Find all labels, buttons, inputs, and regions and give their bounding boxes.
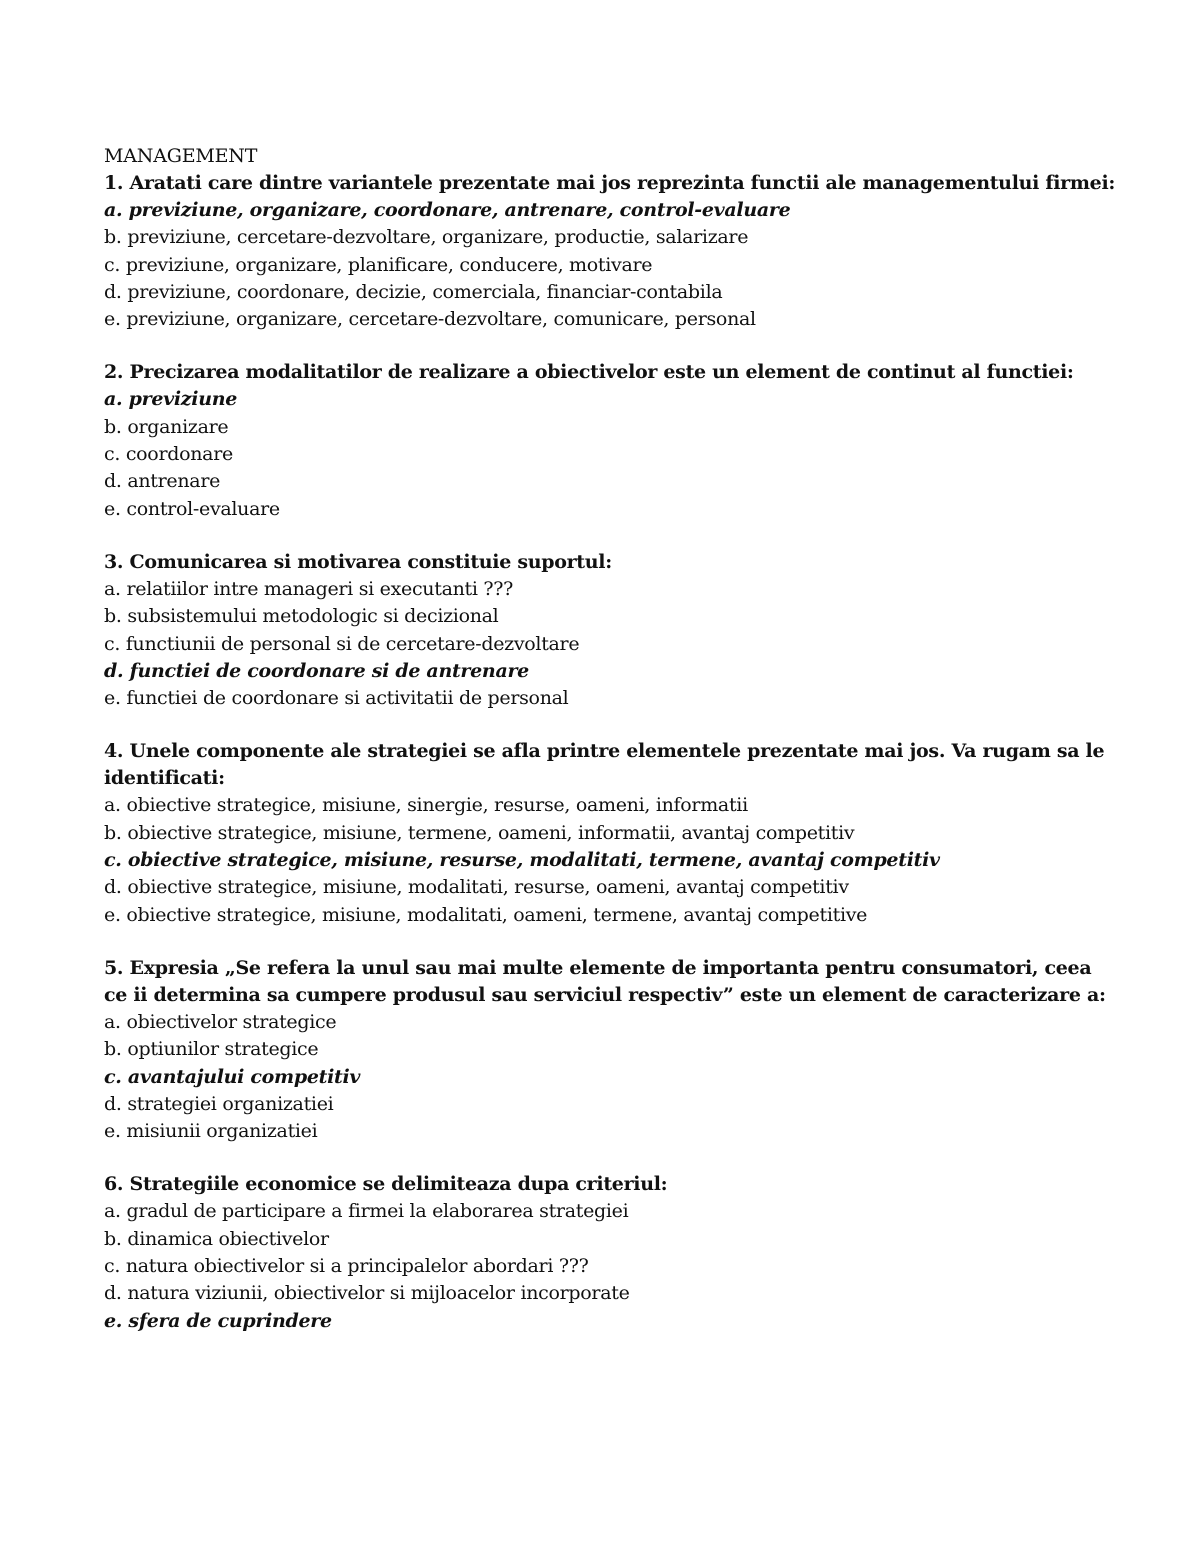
answer-option: a. relatiilor intre manageri si executanti ??? xyxy=(104,577,514,600)
answer-option-correct: a. previziune xyxy=(104,388,238,411)
answer-option: e. control-evaluare xyxy=(104,497,280,520)
question-text: 2. Precizarea modalitatilor de realizare a obiectivelor este un element de continut al functiei: xyxy=(104,361,1074,384)
question-text: 5. Expresia „Se refera la unul sau mai multe elemente de importanta pentru consumatori, ceea ce ii determina sa cumpere produsul sau serviciul respectiv” este un element de caracterizare a: xyxy=(104,956,1106,1006)
question-2 xyxy=(104,359,1120,522)
answer-option: b. organizare xyxy=(104,415,229,438)
answer-option: e. misiunii organizatiei xyxy=(104,1120,318,1143)
answer-option: b. obiective strategice, misiune, termene, oameni, informatii, avantaj competitiv xyxy=(104,821,855,844)
question-4 xyxy=(104,738,1120,928)
answer-option-correct: e. sfera de cuprindere xyxy=(104,1309,332,1332)
answer-option: e. functiei de coordonare si activitatii de personal xyxy=(104,687,569,710)
answer-option: d. antrenare xyxy=(104,470,221,493)
question-text: 4. Unele componente ale strategiei se afla printre elementele prezentate mai jos. Va rugam sa le identificati: xyxy=(104,740,1105,790)
question-text: 3. Comunicarea si motivarea constituie suportul: xyxy=(104,550,612,573)
answer-option-correct: d. functiei de coordonare si de antrenare xyxy=(104,659,529,682)
answer-option: d. obiective strategice, misiune, modalitati, resurse, oameni, avantaj competitiv xyxy=(104,876,849,899)
answer-option-correct: a. previziune, organizare, coordonare, antrenare, control-evaluare xyxy=(104,199,791,221)
answer-option: e. previziune, organizare, cercetare-dezvoltare, comunicare, personal xyxy=(104,308,756,331)
question-list xyxy=(104,170,1120,1335)
answer-option: a. gradul de participare a firmei la elaborarea strategiei xyxy=(104,1200,629,1223)
answer-option: b. subsistemului metodologic si decizional xyxy=(104,605,499,628)
answer-option: d. strategiei organizatiei xyxy=(104,1092,334,1115)
answer-option: a. obiectivelor strategice xyxy=(104,1010,337,1033)
answer-option-correct: c. obiective strategice, misiune, resurse, modalitati, termene, avantaj competitiv xyxy=(104,849,940,872)
answer-option: c. functiunii de personal si de cercetare-dezvoltare xyxy=(104,632,580,655)
answer-option: c. coordonare xyxy=(104,443,233,466)
answer-option: d. previziune, coordonare, decizie, comerciala, financiar-contabila xyxy=(104,280,723,303)
answer-option: e. obiective strategice, misiune, modalitati, oameni, termene, avantaj competitive xyxy=(104,903,868,926)
question-5 xyxy=(104,955,1120,1145)
answer-option: c. natura obiectivelor si a principalelor abordari ??? xyxy=(104,1255,589,1278)
answer-option: b. previziune, cercetare-dezvoltare, organizare, productie, salarizare xyxy=(104,226,749,249)
answer-option: d. natura viziunii, obiectivelor si mijloacelor incorporate xyxy=(104,1282,630,1305)
question-3 xyxy=(104,549,1120,712)
question-text: 6. Strategiile economice se delimiteaza dupa criteriul: xyxy=(104,1173,668,1196)
answer-option-correct: c. avantajului competitiv xyxy=(104,1065,361,1088)
question-1 xyxy=(104,170,1120,333)
document-title: MANAGEMENT xyxy=(104,145,258,167)
answer-option: a. obiective strategice, misiune, sinergie, resurse, oameni, informatii xyxy=(104,794,748,817)
question-text: 1. Aratati care dintre variantele prezentate mai jos reprezinta functii ale managementului firmei: xyxy=(104,172,1116,194)
answer-option: b. dinamica obiectivelor xyxy=(104,1227,329,1250)
question-6 xyxy=(104,1171,1120,1334)
answer-option: b. optiunilor strategice xyxy=(104,1038,319,1061)
answer-option: c. previziune, organizare, planificare, conducere, motivare xyxy=(104,253,653,276)
